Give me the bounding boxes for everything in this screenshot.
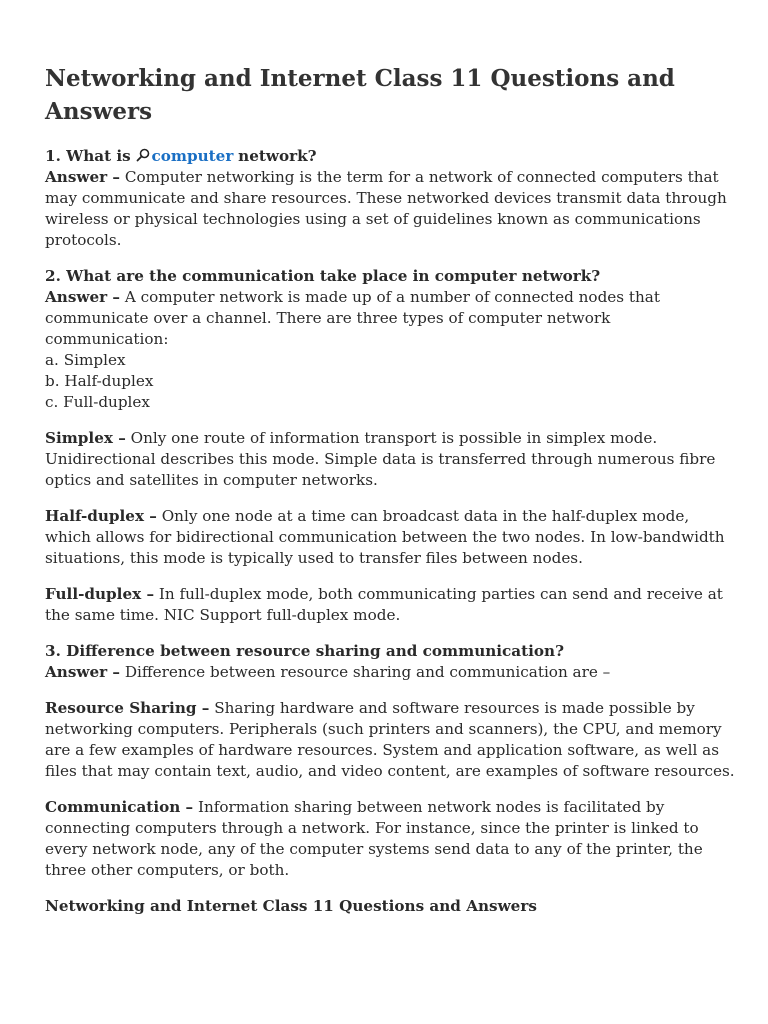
list-item-half-duplex: b. Half-duplex [45, 372, 154, 390]
computer-link[interactable]: computer [151, 147, 234, 165]
resource-sharing-text: Sharing hardware and software resources is made possible by networking computers. Peripherals (such printers and scanners), the CPU, and memory are a few examples of hardware resources. System and application software, as well as files that may contain text, audio, and video content, are examples of software resources. [45, 699, 735, 780]
document-page [45, 62, 735, 917]
answer-3-label: Answer – [45, 663, 120, 681]
search-icon[interactable] [136, 148, 150, 162]
list-item-full-duplex: c. Full-duplex [45, 393, 150, 411]
answer-1-text: Computer networking is the term for a network of connected computers that may communicate and share resources. These networked devices transmit data through wireless or physical technologies using a set of guidelines known as communications protocols. [45, 168, 727, 249]
resource-sharing-paragraph [45, 698, 735, 782]
answer-3 [45, 662, 735, 683]
question-2: 2. What are the communication take place in computer network? [45, 267, 601, 285]
full-duplex-label: Full-duplex – [45, 585, 155, 603]
simplex-text: Only one route of information transport is possible in simplex mode. Unidirectional describes this mode. Simple data is transferred through numerous fibre optics and satellites in computer networks. [45, 429, 716, 489]
question-1 [45, 146, 735, 167]
question-3: 3. Difference between resource sharing and communication? [45, 642, 564, 660]
simplex-label: Simplex – [45, 429, 126, 447]
question-1-rest: network? [238, 147, 317, 165]
answer-2-label: Answer – [45, 288, 120, 306]
answer-3-text: Difference between resource sharing and communication are – [124, 663, 611, 681]
question-1-block [45, 146, 735, 251]
answer-1-label: Answer – [45, 168, 120, 186]
communication-text: Information sharing between network nodes is facilitated by connecting computers through a network. For instance, since the printer is linked to every network node, any of the computer systems send data to any of the printer, the three other computers, or both. [45, 798, 703, 879]
answer-1 [45, 167, 735, 251]
simplex-paragraph [45, 428, 735, 491]
half-duplex-label: Half-duplex – [45, 507, 157, 525]
communication-paragraph [45, 797, 735, 881]
full-duplex-text: In full-duplex mode, both communicating parties can send and receive at the same time. NIC Support full-duplex mode. [45, 585, 723, 624]
footer-title: Networking and Internet Class 11 Questions and Answers [45, 897, 537, 915]
communication-label: Communication – [45, 798, 194, 816]
answer-2 [45, 287, 735, 350]
half-duplex-text: Only one node at a time can broadcast data in the half-duplex mode, which allows for bidirectional communication between the two nodes. In low-bandwidth situations, this mode is typically used to transfer files between nodes. [45, 507, 725, 567]
page-title: Networking and Internet Class 11 Questions and Answers [45, 65, 675, 125]
question-2-block [45, 266, 735, 413]
full-duplex-paragraph [45, 584, 735, 626]
half-duplex-paragraph [45, 506, 735, 569]
resource-sharing-label: Resource Sharing – [45, 699, 210, 717]
answer-2-text: A computer network is made up of a number of connected nodes that communicate over a channel. There are three types of computer network communication: [45, 288, 660, 348]
list-item-simplex: a. Simplex [45, 351, 126, 369]
question-1-number: 1. What is [45, 147, 131, 165]
question-3-block [45, 641, 735, 683]
